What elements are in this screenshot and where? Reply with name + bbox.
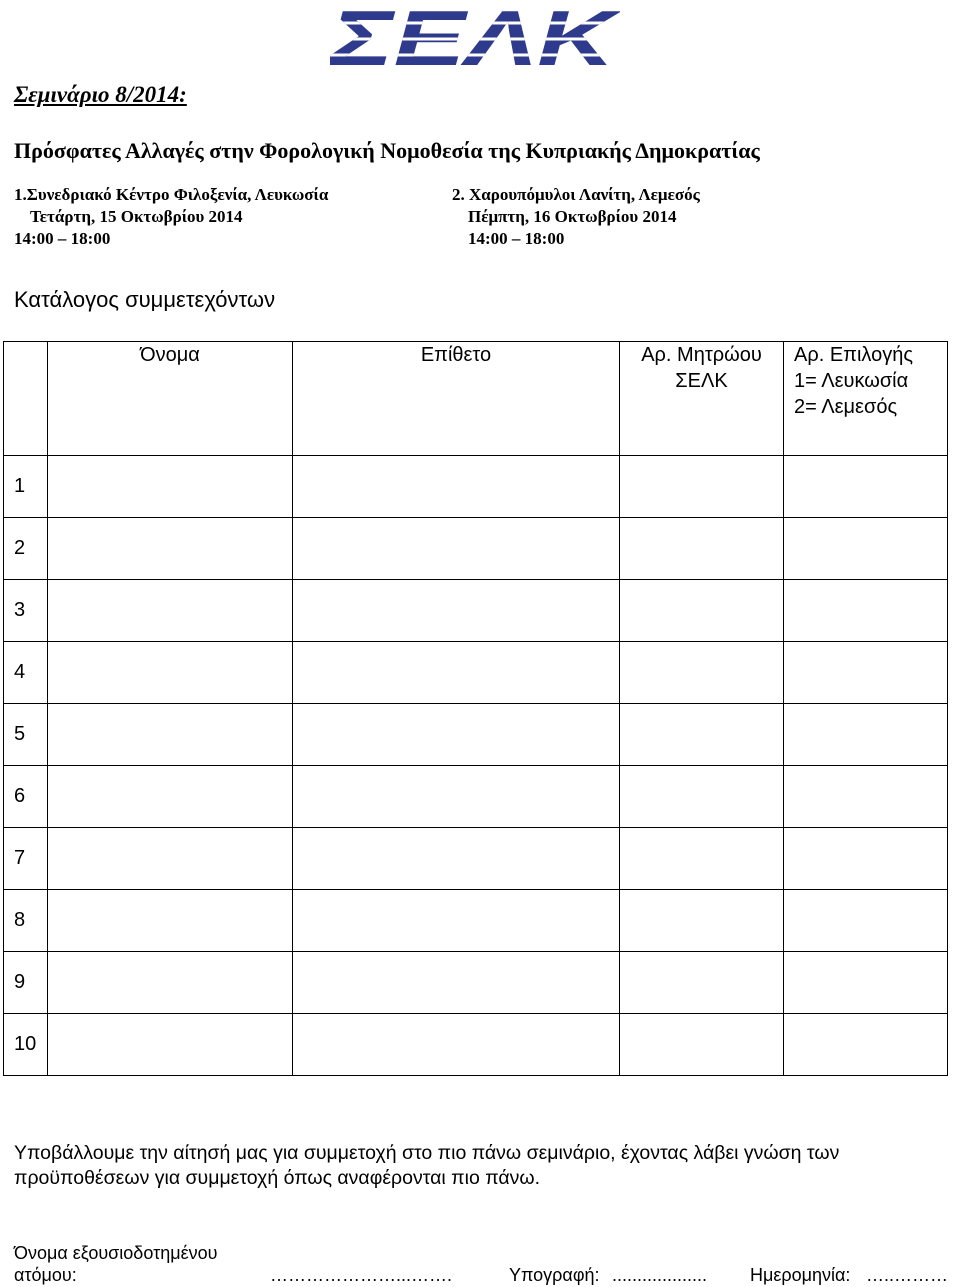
table-row (4, 518, 948, 580)
header-choice-line2: 1= Λευκωσία (794, 370, 909, 392)
choice-cell[interactable] (784, 642, 948, 704)
participants-table (3, 341, 948, 1076)
table-row (4, 890, 948, 952)
application-statement: Υποβάλλουμε την αίτησή μας για συμμετοχή στο πιο πάνω σεμινάριο, έχοντας λάβει γνώση των προϋποθέσεων για συμμετοχή όπως αναφέρονται πιο πάνω. (14, 1142, 840, 1189)
signature-field[interactable]: ................... (612, 1265, 708, 1285)
surname-cell[interactable] (293, 766, 620, 828)
choice-cell[interactable] (784, 456, 948, 518)
surname-cell[interactable] (293, 456, 620, 518)
table-row (4, 1014, 948, 1076)
row-number: 10 (4, 1014, 48, 1076)
name-cell[interactable] (48, 704, 293, 766)
surname-cell[interactable] (293, 828, 620, 890)
surname-cell[interactable] (293, 1014, 620, 1076)
surname-cell[interactable] (293, 952, 620, 1014)
name-cell[interactable] (48, 828, 293, 890)
table-row (4, 828, 948, 890)
registration-cell[interactable] (620, 704, 784, 766)
authorized-person-line1 (14, 1242, 954, 1264)
header-choice-line1: Αρ. Επιλογής (794, 344, 913, 366)
header-surname: Επίθετο (293, 342, 620, 456)
venue-limassol (452, 184, 700, 250)
surname-cell[interactable] (293, 642, 620, 704)
participants-title: Κατάλογος συμμετεχόντων (14, 287, 276, 312)
table-row (4, 642, 948, 704)
row-number: 1 (4, 456, 48, 518)
registration-cell[interactable] (620, 456, 784, 518)
selk-logo-graphic (330, 5, 620, 70)
venue-time: 14:00 – 18:00 (468, 229, 565, 248)
choice-cell[interactable] (784, 828, 948, 890)
table-row (4, 456, 948, 518)
header-choice (784, 342, 948, 456)
header-registration-line1: Αρ. Μητρώου (641, 344, 762, 366)
row-number: 8 (4, 890, 48, 952)
name-cell[interactable] (48, 890, 293, 952)
table-row (4, 766, 948, 828)
surname-cell[interactable] (293, 704, 620, 766)
venue-location: 1.Συνεδριακό Κέντρο Φιλοξενία, Λευκωσία (14, 185, 329, 204)
table-row (4, 580, 948, 642)
row-number: 5 (4, 704, 48, 766)
date-label: Ημερομηνία: (750, 1265, 851, 1285)
surname-cell[interactable] (293, 518, 620, 580)
choice-cell[interactable] (784, 518, 948, 580)
venue-time: 14:00 – 18:00 (14, 229, 111, 248)
page-title: Πρόσφατες Αλλαγές στην Φορολογική Νομοθεσία της Κυπριακής Δημοκρατίας (14, 138, 760, 163)
table-row (4, 704, 948, 766)
registration-cell[interactable] (620, 642, 784, 704)
row-number: 9 (4, 952, 48, 1014)
choice-cell[interactable] (784, 704, 948, 766)
header-choice-line3: 2= Λεμεσός (794, 396, 898, 418)
table-row (4, 952, 948, 1014)
date-field[interactable]: …..……… (866, 1265, 949, 1285)
choice-cell[interactable] (784, 1014, 948, 1076)
surname-cell[interactable] (293, 890, 620, 952)
choice-cell[interactable] (784, 952, 948, 1014)
authorized-person-label-cont: ατόμου: (14, 1265, 77, 1285)
choice-cell[interactable] (784, 890, 948, 952)
name-cell[interactable] (48, 1014, 293, 1076)
authorized-person-line2 (14, 1264, 954, 1286)
registration-cell[interactable] (620, 1014, 784, 1076)
row-number: 7 (4, 828, 48, 890)
header-index (4, 342, 48, 456)
header-registration-line2: ΣΕΛΚ (675, 370, 728, 392)
registration-cell[interactable] (620, 518, 784, 580)
choice-cell[interactable] (784, 580, 948, 642)
venue-date: Τετάρτη, 15 Οκτωβρίου 2014 (30, 207, 243, 226)
venue-location: 2. Χαρουπόμυλοι Λανίτη, Λεμεσός (452, 185, 700, 204)
registration-cell[interactable] (620, 828, 784, 890)
name-cell[interactable] (48, 456, 293, 518)
signature-label: Υπογραφή: (509, 1265, 600, 1285)
venue-date: Πέμπτη, 16 Οκτωβρίου 2014 (468, 207, 677, 226)
name-cell[interactable] (48, 518, 293, 580)
registration-cell[interactable] (620, 890, 784, 952)
row-number: 3 (4, 580, 48, 642)
registration-cell[interactable] (620, 580, 784, 642)
name-cell[interactable] (48, 580, 293, 642)
name-cell[interactable] (48, 952, 293, 1014)
row-number: 4 (4, 642, 48, 704)
seminar-label: Σεμινάριο 8/2014: (14, 82, 187, 107)
choice-cell[interactable] (784, 766, 948, 828)
authorized-name-field[interactable]: …………………...……. (270, 1265, 453, 1285)
registration-cell[interactable] (620, 952, 784, 1014)
row-number: 2 (4, 518, 48, 580)
authorized-person-label: Όνομα εξουσιοδοτημένου (14, 1243, 218, 1263)
header-name: Όνομα (48, 342, 293, 456)
selk-logo (330, 5, 620, 70)
row-number: 6 (4, 766, 48, 828)
signature-block (14, 1242, 954, 1286)
name-cell[interactable] (48, 766, 293, 828)
registration-cell[interactable] (620, 766, 784, 828)
name-cell[interactable] (48, 642, 293, 704)
surname-cell[interactable] (293, 580, 620, 642)
header-registration (620, 342, 784, 456)
venue-nicosia (14, 184, 328, 250)
table-header-row (4, 342, 948, 456)
